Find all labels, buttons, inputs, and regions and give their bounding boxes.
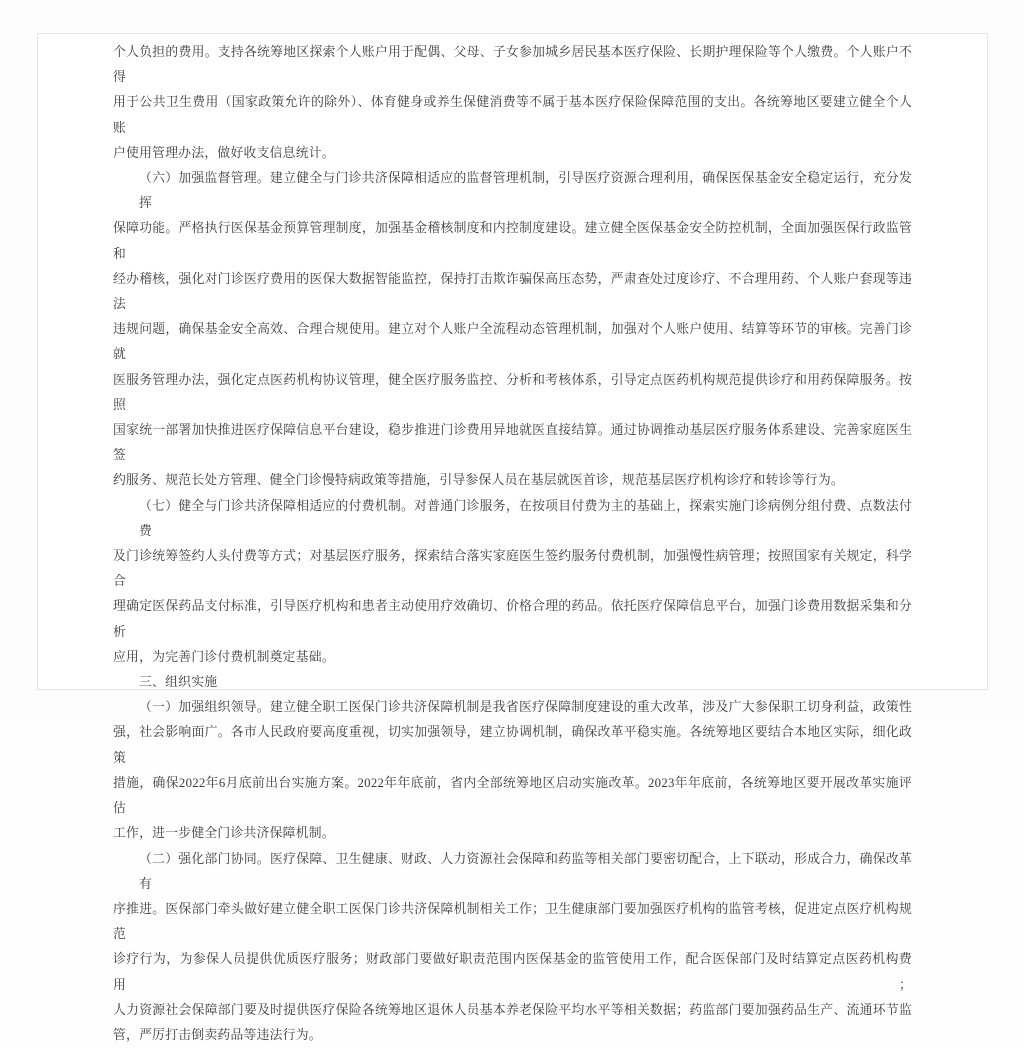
text-line: （七）健全与门诊共济保障相适应的付费机制。对普通门诊服务，在按项目付费为主的基础上，探索实施门诊病例分组付费、点数法付费 bbox=[113, 494, 912, 544]
text-line: 管，严厉打击倒卖药品等违法行为。 bbox=[113, 1023, 912, 1048]
text-line: 工作，进一步健全门诊共济保障机制。 bbox=[113, 821, 912, 846]
text-line: 应用，为完善门诊付费机制奠定基础。 bbox=[113, 645, 912, 670]
text-line: （二）强化部门协同。医疗保障、卫生健康、财政、人力资源社会保障和药监等相关部门要密切配合，上下联动，形成合力，确保改革有 bbox=[113, 847, 912, 897]
text-line: 户使用管理办法，做好收支信息统计。 bbox=[113, 141, 912, 166]
text-line: 人力资源社会保障部门要及时提供医疗保险各统筹地区退休人员基本养老保险平均水平等相关数据；药监部门要加强药品生产、流通环节监 bbox=[113, 998, 912, 1023]
text-line: 医服务管理办法，强化定点医药机构协议管理，健全医疗服务监控、分析和考核体系，引导定点医药机构规范提供诊疗和用药保障服务。按照 bbox=[113, 368, 912, 418]
text-line: 违规问题，确保基金安全高效、合理合规使用。建立对个人账户全流程动态管理机制，加强对个人账户使用、结算等环节的审核。完善门诊就 bbox=[113, 317, 912, 367]
document-content bbox=[113, 40, 912, 1048]
text-line: 强，社会影响面广。各市人民政府要高度重视，切实加强领导，建立协调机制，确保改革平稳实施。各统筹地区要结合本地区实际，细化政策 bbox=[113, 720, 912, 770]
text-line: 经办稽核，强化对门诊医疗费用的医保大数据智能监控，保持打击欺诈骗保高压态势，严肃查处过度诊疗、不合理用药、个人账户套现等违法 bbox=[113, 267, 912, 317]
section-heading bbox=[113, 670, 912, 695]
paragraph bbox=[113, 847, 912, 1048]
text-line: 约服务、规范长处方管理、健全门诊慢特病政策等措施，引导参保人员在基层就医首诊，规范基层医疗机构诊疗和转诊等行为。 bbox=[113, 468, 912, 493]
paragraph bbox=[113, 695, 912, 846]
text-line: 保障功能。严格执行医保基金预算管理制度，加强基金稽核制度和内控制度建设。建立健全医保基金安全防控机制，全面加强医保行政监管和 bbox=[113, 216, 912, 266]
text-line: 措施，确保2022年6月底前出台实施方案。2022年年底前，省内全部统筹地区启动实施改革。2023年年底前，各统筹地区要开展改革实施评估 bbox=[113, 771, 912, 821]
text-line: （一）加强组织领导。建立健全职工医保门诊共济保障机制是我省医疗保障制度建设的重大改革，涉及广大参保职工切身利益，政策性 bbox=[113, 695, 912, 720]
text-line: 用于公共卫生费用（国家政策允许的除外）、体育健身或养生保健消费等不属于基本医疗保险保障范围的支出。各统筹地区要建立健全个人账 bbox=[113, 90, 912, 140]
text-line: 及门诊统筹签约人头付费等方式；对基层医疗服务，探索结合落实家庭医生签约服务付费机制，加强慢性病管理；按照国家有关规定，科学合 bbox=[113, 544, 912, 594]
paragraph bbox=[113, 166, 912, 494]
text-line: 序推进。医保部门牵头做好建立健全职工医保门诊共济保障机制相关工作；卫生健康部门要加强医疗机构的监管考核，促进定点医疗机构规范 bbox=[113, 897, 912, 947]
text-line: 诊疗行为，为参保人员提供优质医疗服务；财政部门要做好职责范围内医保基金的监管使用工作，配合医保部门及时结算定点医药机构费用； bbox=[113, 947, 912, 997]
text-line: 个人负担的费用。支持各统筹地区探索个人账户用于配偶、父母、子女参加城乡居民基本医疗保险、长期护理保险等个人缴费。个人账户不得 bbox=[113, 40, 912, 90]
paragraph bbox=[113, 40, 912, 166]
text-line: 国家统一部署加快推进医疗保障信息平台建设，稳步推进门诊费用异地就医直接结算。通过协调推动基层医疗服务体系建设、完善家庭医生签 bbox=[113, 418, 912, 468]
text-line: 三、组织实施 bbox=[113, 670, 912, 695]
text-line: 理确定医保药品支付标准，引导医疗机构和患者主动使用疗效确切、价格合理的药品。依托医疗保障信息平台，加强门诊费用数据采集和分析 bbox=[113, 594, 912, 644]
paragraph bbox=[113, 494, 912, 670]
document-page bbox=[37, 33, 988, 690]
text-line: （六）加强监督管理。建立健全与门诊共济保障相适应的监督管理机制，引导医疗资源合理利用，确保医保基金安全稳定运行，充分发挥 bbox=[113, 166, 912, 216]
